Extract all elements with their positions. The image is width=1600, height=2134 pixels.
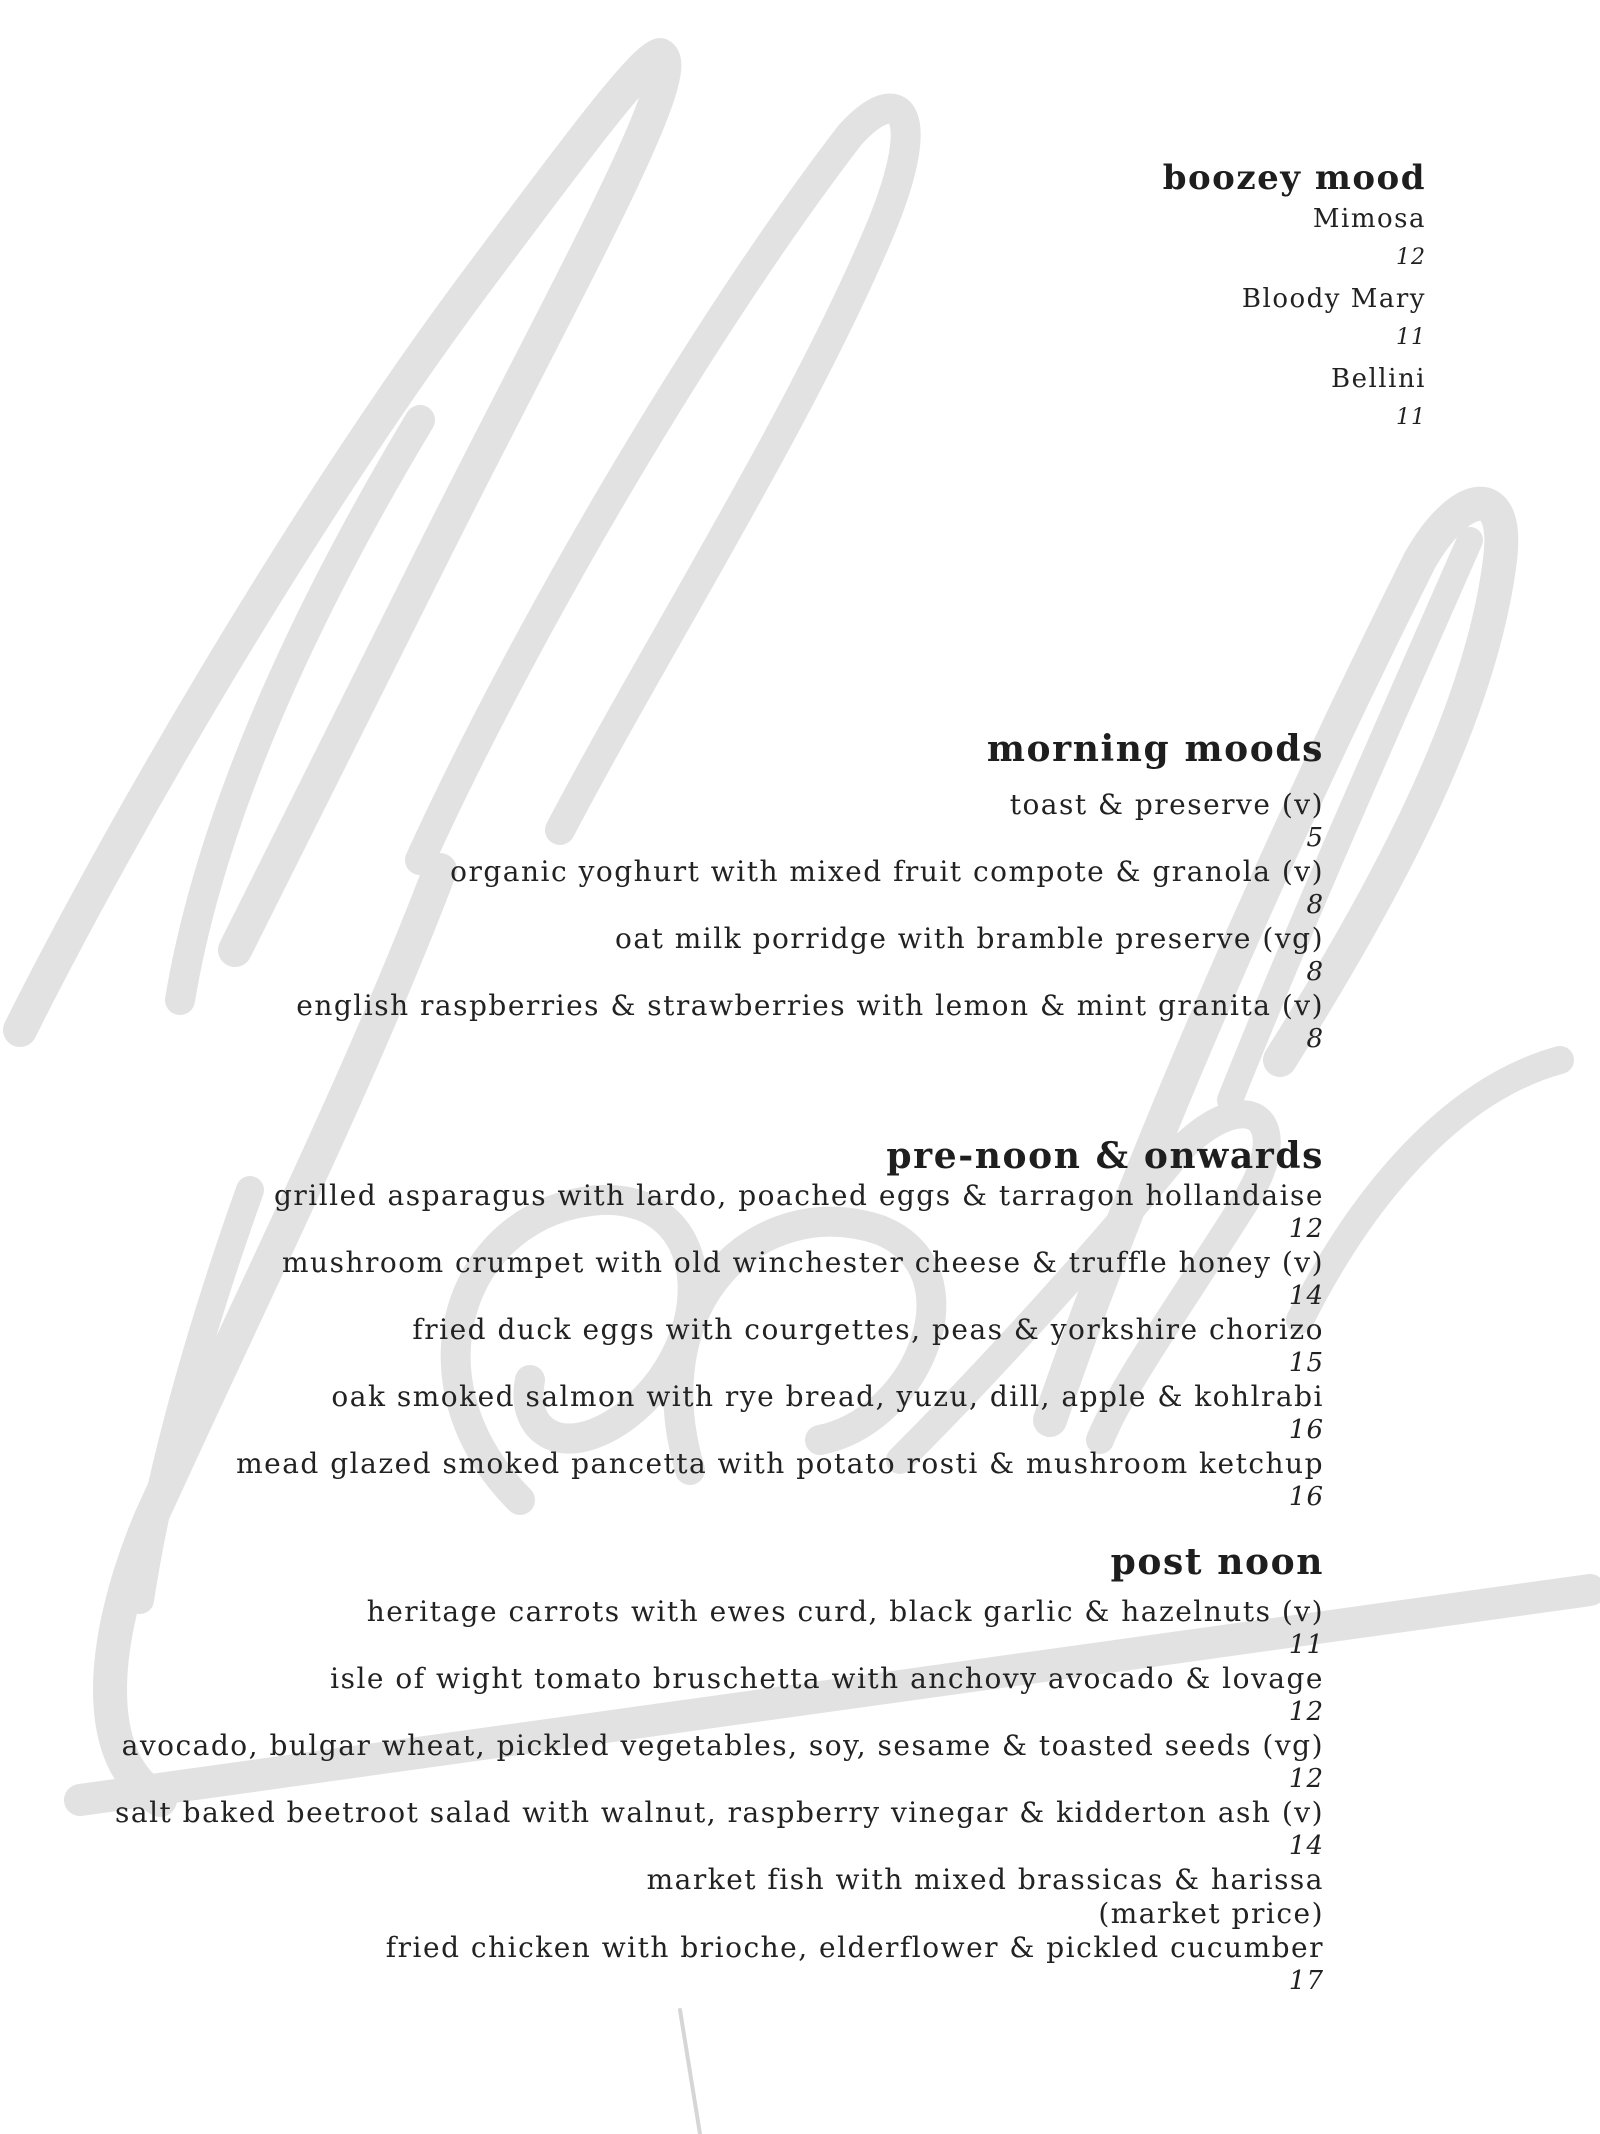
item-name: salt baked beetroot salad with walnut, raspberry vinegar & kidderton ash (v) [115, 1796, 1324, 1829]
item-name: toast & preserve (v) [1009, 788, 1324, 821]
menu-item [926, 202, 1426, 280]
post-noon-section [44, 1539, 1324, 1998]
item-price: 8 [1306, 1024, 1324, 1054]
item-name: avocado, bulgar wheat, pickled vegetables, soy, sesame & toasted seeds (vg) [121, 1729, 1324, 1762]
menu-item [44, 1729, 1324, 1796]
menu-item [44, 1447, 1324, 1514]
menu-item [44, 1863, 1324, 1931]
menu-item [44, 1595, 1324, 1662]
item-price: 12 [1396, 245, 1426, 270]
item-price: 12 [1288, 1764, 1324, 1794]
item-name: oat milk porridge with bramble preserve (vg) [615, 922, 1324, 955]
item-name: organic yoghurt with mixed fruit compote & granola (v) [450, 855, 1324, 888]
item-name: heritage carrots with ewes curd, black garlic & hazelnuts (v) [366, 1595, 1324, 1628]
morning-moods-section [44, 726, 1324, 1056]
item-name: mushroom crumpet with old winchester cheese & truffle honey (v) [281, 1246, 1324, 1279]
item-price: 12 [1288, 1214, 1324, 1244]
brush-stroke [680, 2010, 700, 2134]
item-price: 15 [1288, 1348, 1324, 1378]
menu-item [44, 1313, 1324, 1380]
menu-item [44, 1380, 1324, 1447]
item-price: 11 [1396, 325, 1426, 350]
boozey-mood-section [926, 156, 1426, 440]
menu-item [44, 1179, 1324, 1246]
item-price: (market price) [1098, 1897, 1324, 1930]
menu-item [44, 788, 1324, 855]
item-name: market fish with mixed brassicas & harissa [646, 1863, 1324, 1896]
menu-item [926, 282, 1426, 360]
item-price: 8 [1306, 957, 1324, 987]
item-name: Mimosa [1312, 204, 1426, 234]
menu-item [44, 989, 1324, 1056]
item-price: 17 [1288, 1966, 1324, 1996]
item-price: 5 [1306, 823, 1324, 853]
menu-item [44, 1796, 1324, 1863]
menu-item [44, 1931, 1324, 1998]
item-name: english raspberries & strawberries with lemon & mint granita (v) [296, 989, 1324, 1022]
item-price: 14 [1288, 1831, 1324, 1861]
item-name: fried chicken with brioche, elderflower & pickled cucumber [385, 1931, 1324, 1964]
menu-item [44, 1662, 1324, 1729]
pre-noon-section [44, 1133, 1324, 1514]
item-price: 12 [1288, 1697, 1324, 1727]
item-name: isle of wight tomato bruschetta with anchovy avocado & lovage [330, 1662, 1324, 1695]
section-heading: post noon [1110, 1541, 1324, 1583]
item-name: mead glazed smoked pancetta with potato rosti & mushroom ketchup [236, 1447, 1324, 1480]
item-price: 11 [1288, 1630, 1324, 1660]
menu-item [44, 855, 1324, 922]
menu-item [44, 922, 1324, 989]
item-name: Bloody Mary [1241, 284, 1426, 314]
brush-stroke [1300, 1060, 1560, 1320]
item-price: 14 [1288, 1281, 1324, 1311]
item-name: Bellini [1331, 364, 1426, 394]
item-price: 16 [1288, 1482, 1324, 1512]
item-name: grilled asparagus with lardo, poached eggs & tarragon hollandaise [273, 1179, 1324, 1212]
section-heading: pre-noon & onwards [886, 1135, 1324, 1177]
item-name: oak smoked salmon with rye bread, yuzu, dill, apple & kohlrabi [331, 1380, 1324, 1413]
item-name: fried duck eggs with courgettes, peas & yorkshire chorizo [412, 1313, 1324, 1346]
menu-item [926, 362, 1426, 440]
menu-item [44, 1246, 1324, 1313]
section-heading: boozey mood [1162, 158, 1426, 198]
section-heading: morning moods [986, 728, 1324, 770]
item-price: 8 [1306, 890, 1324, 920]
item-price: 11 [1396, 405, 1426, 430]
item-price: 16 [1288, 1415, 1324, 1445]
